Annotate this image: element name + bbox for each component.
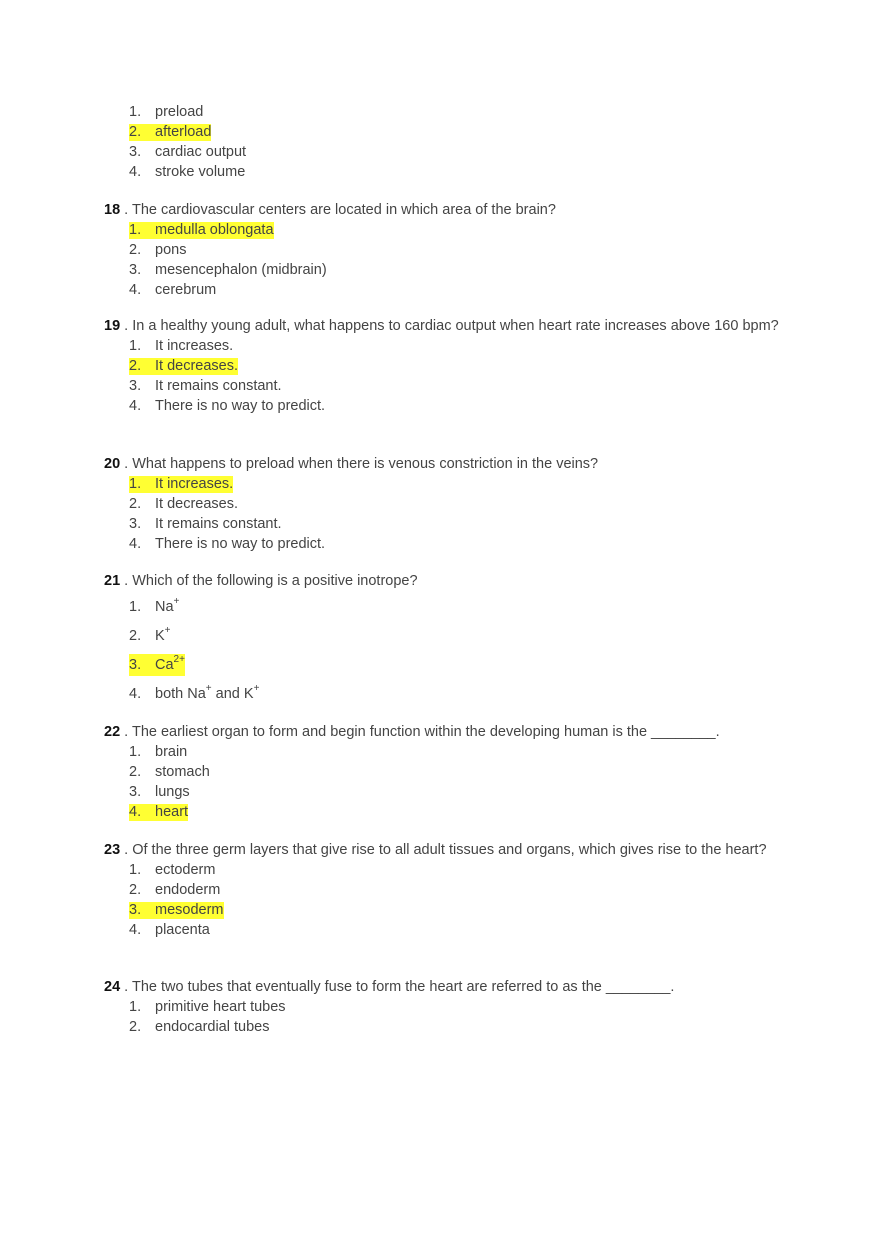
question-19-block (104, 316, 784, 416)
option-23-4: 4. placenta (129, 922, 210, 938)
question-19-options (104, 336, 784, 416)
question-17-block (104, 102, 784, 182)
option-20-3: 3. It remains constant. (129, 516, 282, 532)
question-19-text: 19 . In a healthy young adult, what happens to cardiac output when heart rate increases above 160 bpm? (104, 318, 779, 334)
option-18-1-highlighted: 1. medulla oblongata (129, 222, 274, 238)
question-21-text: 21 . Which of the following is a positive inotrope? (104, 573, 418, 589)
option-18-2: 2. pons (129, 242, 187, 258)
question-22-text: 22 . The earliest organ to form and begin function within the developing human is the ________. (104, 724, 720, 740)
question-23-text: 23 . Of the three germ layers that give rise to all adult tissues and organs, which gives rise to the heart? (104, 842, 767, 858)
option-22-3: 3. lungs (129, 784, 190, 800)
question-22-options (104, 742, 784, 822)
option-19-3: 3. It remains constant. (129, 378, 282, 394)
option-22-4-highlighted: 4. heart (129, 804, 189, 820)
question-number: 20 (104, 456, 121, 472)
option-20-1-highlighted: 1. It increases. (129, 476, 234, 492)
option-21-2: 2. K+ (129, 625, 171, 644)
option-23-2: 2. endoderm (129, 882, 221, 898)
question-number: 19 (104, 318, 121, 334)
option-24-1: 1. primitive heart tubes (129, 999, 286, 1015)
question-20-options (104, 474, 784, 554)
option-23-1: 1. ectoderm (129, 862, 216, 878)
option-21-3-highlighted: 3. $Ca^{2+}$ (104, 649, 784, 678)
option-24-2: 2. endocardial tubes (129, 1019, 270, 1035)
option-18-4: 4. cerebrum (129, 282, 217, 298)
question-24-block (104, 977, 784, 1037)
question-24-options (104, 997, 784, 1037)
question-22-block (104, 722, 784, 822)
question-24-text: 24 . The two tubes that eventually fuse to form the heart are referred to as the ________. (104, 979, 675, 995)
option-21-1: 1. Na+ (129, 596, 180, 615)
question-number: 18 (104, 202, 121, 218)
option-21-4: 4. both Na+ and K+ (129, 683, 260, 702)
question-number: 21 (104, 573, 121, 589)
question-18-text: 18 . The cardiovascular centers are located in which area of the brain? (104, 202, 556, 218)
question-20-block (104, 454, 784, 554)
question-23-block (104, 840, 784, 940)
option-18-3: 3. mesencephalon (midbrain) (129, 262, 327, 278)
option-17-4: 4. stroke volume (129, 164, 246, 180)
question-20-text: 20 . What happens to preload when there is venous constriction in the veins? (104, 456, 599, 472)
question-18-block (104, 200, 784, 300)
option-19-4: 4. There is no way to predict. (129, 398, 326, 414)
question-number: 22 (104, 724, 121, 740)
question-number: 23 (104, 842, 121, 858)
question-18-options (104, 220, 784, 300)
question-21-options (104, 591, 784, 707)
option-17-2-highlighted: 2. afterload (129, 124, 212, 140)
option-20-2: 2. It decreases. (129, 496, 239, 512)
option-22-1: 1. brain (129, 744, 188, 760)
option-23-3-highlighted: 3. mesoderm (129, 902, 224, 918)
option-20-4: 4. There is no way to predict. (129, 536, 326, 552)
question-17-options (104, 102, 784, 182)
option-19-1: 1. It increases. (129, 338, 234, 354)
option-22-2: 2. stomach (129, 764, 210, 780)
option-17-1: 1. preload (129, 104, 204, 120)
option-19-2-highlighted: 2. It decreases. (129, 358, 239, 374)
option-17-3: 3. cardiac output (129, 144, 247, 160)
question-23-options (104, 860, 784, 940)
question-number: 24 (104, 979, 121, 995)
question-21-block (104, 571, 784, 707)
